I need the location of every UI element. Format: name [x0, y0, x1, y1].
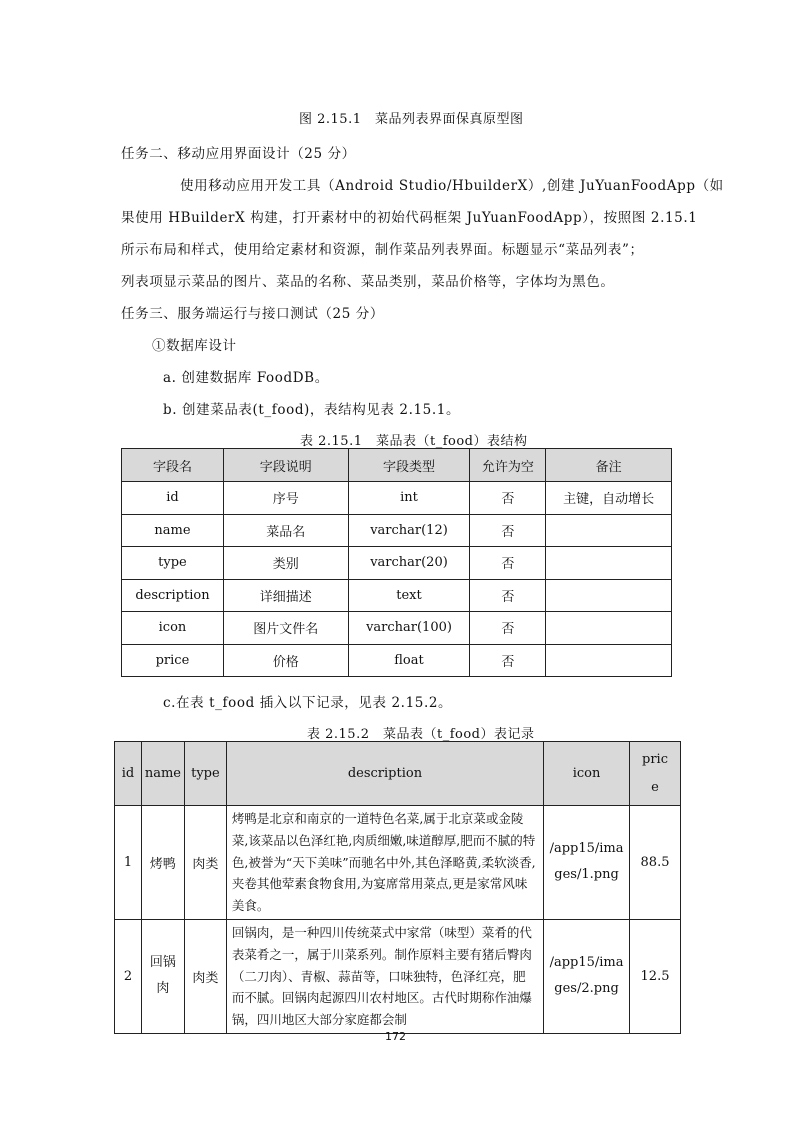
table-cell — [546, 612, 672, 645]
table-cell: varchar(12) — [348, 514, 470, 547]
table-header-cell: 允许为空 — [470, 449, 546, 482]
table-cell: type — [122, 547, 224, 580]
table-header-cell: name — [141, 742, 184, 806]
table-cell: description — [122, 579, 224, 612]
table-header-cell: 字段名 — [122, 449, 224, 482]
table-cell — [141, 919, 184, 1033]
table-cell: 详细描述 — [223, 579, 348, 612]
table-cell: 肉类 — [184, 919, 226, 1033]
table-row — [122, 482, 672, 515]
table-cell: varchar(20) — [348, 547, 470, 580]
name-part: 回锅 — [149, 955, 176, 971]
table-row — [115, 919, 681, 1033]
header-price-part: pric — [642, 751, 668, 767]
step-b: b. 创建菜品表(t_food)，表结构见表 2.15.1。 — [163, 402, 461, 418]
name-part: 肉 — [156, 981, 170, 997]
db-design-label: ①数据库设计 — [152, 338, 237, 354]
table-header-cell: icon — [544, 742, 630, 806]
table-header-cell: description — [226, 742, 543, 806]
task2-heading: 任务二、移动应用界面设计（25 分） — [121, 146, 356, 162]
table-cell: 2 — [115, 919, 142, 1033]
task2-para-line: 所示布局和样式，使用给定素材和资源，制作菜品列表界面。标题显示“菜品列表”； — [121, 242, 644, 258]
table-row — [122, 547, 672, 580]
table-row — [115, 806, 681, 920]
task2-para-line: 果使用 HBuilderX 构建，打开素材中的初始代码框架 JuYuanFoodApp），按照图 2.15.1 — [121, 210, 698, 226]
table-cell: 菜品名 — [223, 514, 348, 547]
table-cell: 否 — [470, 547, 546, 580]
table-cell: 价格 — [223, 644, 348, 677]
table-cell: 序号 — [223, 482, 348, 515]
table-cell: 烤鸭 — [141, 806, 184, 920]
table-cell: 类别 — [223, 547, 348, 580]
table-header-row — [122, 449, 672, 482]
table-header-cell: 备注 — [546, 449, 672, 482]
task2-para-line: 列表项显示菜品的图片、菜品的名称、菜品类别，菜品价格等，字体均为黑色。 — [121, 274, 615, 290]
header-price-part: e — [651, 779, 659, 795]
table-cell: icon — [122, 612, 224, 645]
table-cell: float — [348, 644, 470, 677]
table1-caption: 表 2.15.1 菜品表（t_food）表结构 — [300, 434, 528, 449]
table-header-cell: 字段说明 — [223, 449, 348, 482]
table-structure — [121, 448, 672, 677]
table-cell: 否 — [470, 482, 546, 515]
table2-caption: 表 2.15.2 菜品表（t_food）表记录 — [307, 727, 535, 742]
table-cell: 12.5 — [630, 919, 681, 1033]
table-cell: 否 — [470, 612, 546, 645]
table-header-cell — [630, 742, 681, 806]
table-cell: 烤鸭是北京和南京的一道特色名菜,属于北京菜或金陵菜,该菜品以色泽红艳,肉质细嫩,味道醇厚,肥而不腻的特色,被誉为“天下美味”而驰名中外,其色泽略黄,柔软淡香,夹卷其他荤素食物食用,为宴席常用菜点,更是家常风味美食。 — [226, 806, 543, 920]
table-header-row — [115, 742, 681, 806]
table-cell — [544, 806, 630, 920]
table-cell: varchar(100) — [348, 612, 470, 645]
task2-para-line: 使用移动应用开发工具（Android Studio/HbuilderX）,创建 JuYuanFoodApp（如 — [180, 178, 724, 194]
page-number: 172 — [385, 1030, 406, 1043]
table-row — [122, 644, 672, 677]
table-cell: 88.5 — [630, 806, 681, 920]
table-cell — [544, 919, 630, 1033]
table-header-cell: 字段类型 — [348, 449, 470, 482]
table-cell: 主键，自动增长 — [546, 482, 672, 515]
icon-path-part: ges/2.png — [554, 981, 619, 997]
table-cell: 否 — [470, 579, 546, 612]
table-cell: 否 — [470, 644, 546, 677]
table-cell: price — [122, 644, 224, 677]
figure-caption: 图 2.15.1 菜品列表界面保真原型图 — [299, 112, 524, 127]
task3-heading: 任务三、服务端运行与接口测试（25 分） — [121, 306, 384, 322]
icon-path-part: ges/1.png — [554, 867, 619, 883]
table-records — [114, 741, 681, 1034]
table-cell — [546, 644, 672, 677]
table-cell: 否 — [470, 514, 546, 547]
table-cell — [546, 579, 672, 612]
table-cell — [546, 547, 672, 580]
table-cell: 肉类 — [184, 806, 226, 920]
table-row — [122, 579, 672, 612]
step-a: a. 创建数据库 FoodDB。 — [163, 370, 329, 386]
table-row — [122, 514, 672, 547]
table-cell: text — [348, 579, 470, 612]
table-cell: name — [122, 514, 224, 547]
table-cell: id — [122, 482, 224, 515]
table-header-cell: id — [115, 742, 142, 806]
table-cell: 回锅肉，是一种四川传统菜式中家常（味型）菜肴的代表菜肴之一，属于川菜系列。制作原料主要有猪后臀肉（二刀肉）、青椒、蒜苗等，口味独特，色泽红亮，肥而不腻。回锅肉起源四川农村地区。古代时期称作油爆锅，四川地区大部分家庭都会制 — [226, 919, 543, 1033]
table-cell — [546, 514, 672, 547]
table-row — [122, 612, 672, 645]
table-cell: int — [348, 482, 470, 515]
icon-path-part: /app15/ima — [549, 841, 624, 857]
table-cell: 图片文件名 — [223, 612, 348, 645]
table-header-cell: type — [184, 742, 226, 806]
step-c: c.在表 t_food 插入以下记录，见表 2.15.2。 — [163, 695, 453, 711]
table-cell: 1 — [115, 806, 142, 920]
icon-path-part: /app15/ima — [549, 955, 624, 971]
